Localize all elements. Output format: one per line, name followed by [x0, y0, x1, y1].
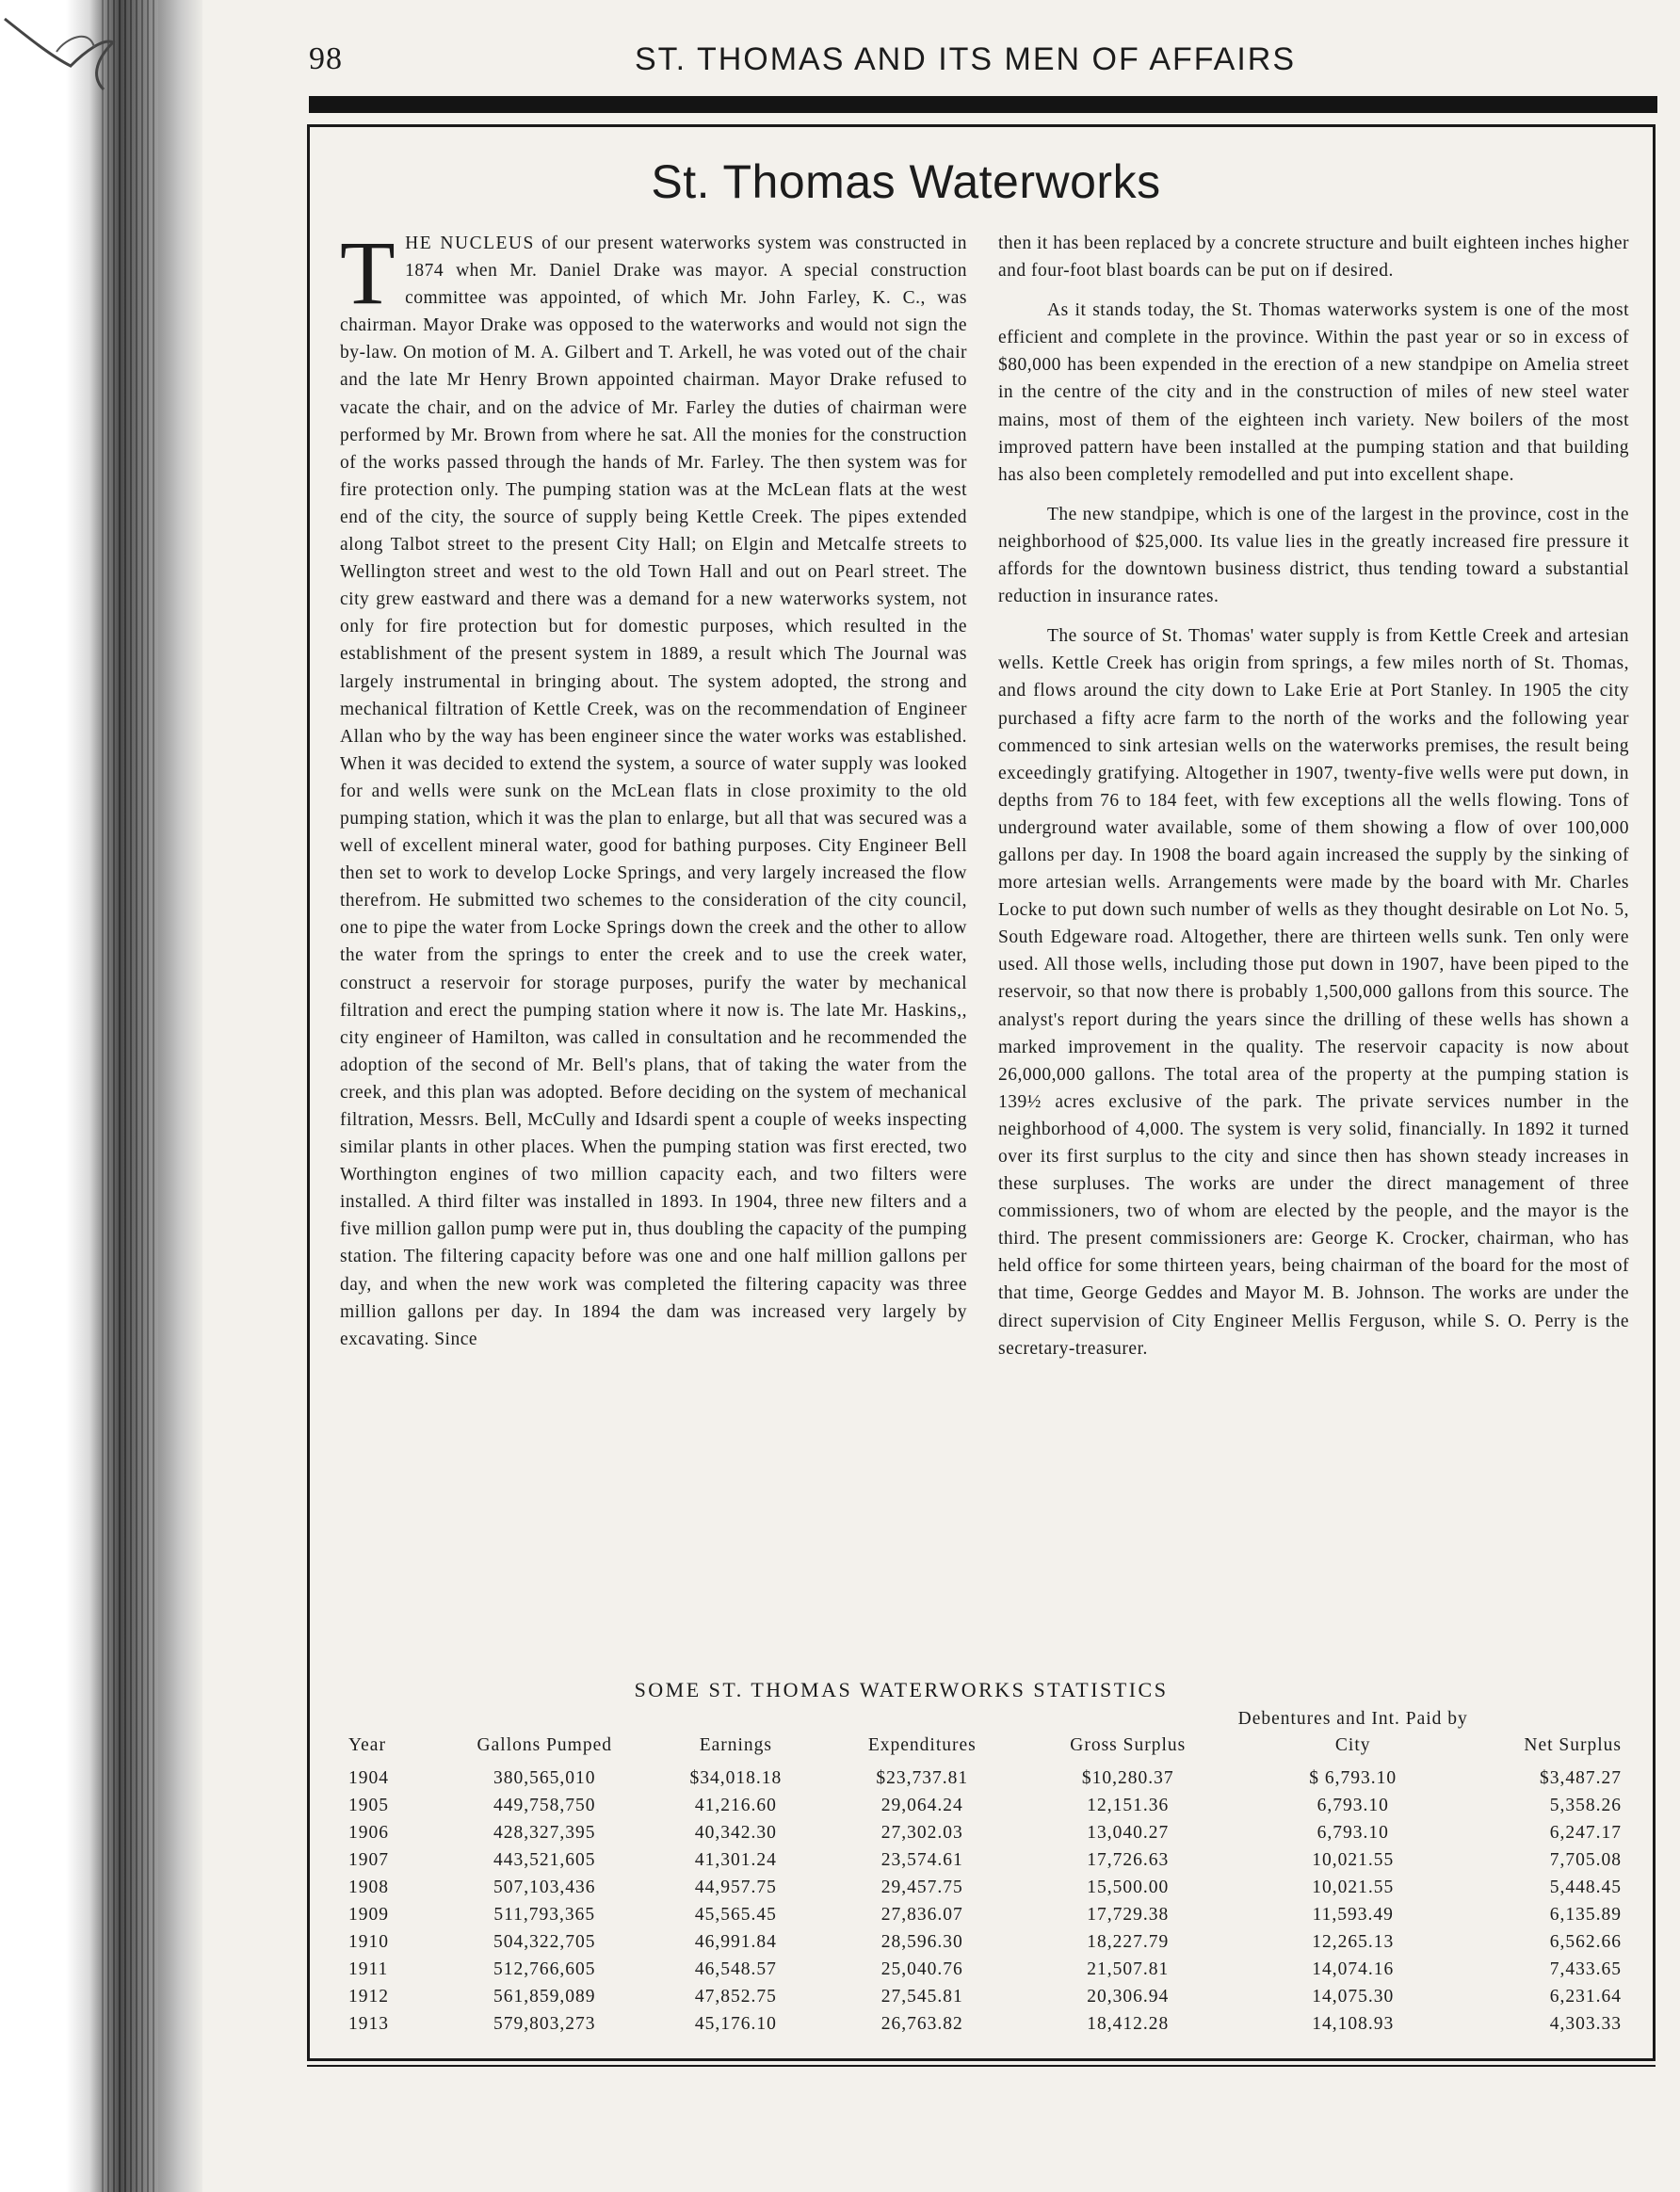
year-cell: 1908	[348, 1878, 389, 1897]
expenditures-cell: 28,596.30	[880, 1932, 963, 1952]
year-cell: 1910	[348, 1932, 389, 1952]
gallons-cell: 449,758,750	[493, 1796, 596, 1815]
debentures-cell: 10,021.55	[1312, 1878, 1395, 1897]
earnings-cell: $34,018.18	[689, 1768, 783, 1788]
expenditures-cell: 27,545.81	[880, 1987, 963, 2007]
table-body	[345, 1765, 1625, 2038]
gallons-cell: 428,327,395	[493, 1823, 596, 1843]
earnings-cell: 44,957.75	[694, 1878, 777, 1897]
column-header: Year	[348, 1735, 386, 1755]
table-header-row	[345, 1706, 1625, 1765]
net-surplus-cell: 5,358.26	[1549, 1796, 1622, 1815]
earnings-cell: 46,991.84	[694, 1932, 777, 1952]
drop-cap: T	[340, 222, 396, 323]
paragraph-text: of our present waterworks system was constructed in 1874 when Mr. Daniel Drake was mayor. A special construction committee was appointed, of which Mr. John Farley, K. C., was chairman. Mayor Drake was opposed to the waterworks and would not sign the by-law. On motion of M. A. Gilbert and T. Arkell, he was voted out of the chair and the late Mr Henry Brown appointed chairman. Mayor Drake refused to vacate the chair, and on the advice of Mr. Farley the duties of chairman were performed by Mr. Brown from where he sat. All the monies for the construction of the works passed through the hands of Mr. Farley. The then system was for fire protection only. The pumping station was at the McLean flats at the west end of the city, the source of supply being Kettle Creek. The pipes extended along Talbot street to the present City Hall; on Elgin and Metcalfe streets to Wellington street and west to the old Town Hall and out on Pearl street. The city grew eastward and there was a demand for a new waterworks system, not only for fire protection but for domestic purposes, which resulted in the establishment of the present system in 1889, a result which The Journal was largely instrumental in bringing about. The system adopted, the strong and mechanical filtration of Kettle Creek, was on the recommendation of Engineer Allan who by the way has been engineer since the water works was established. When it was decided to extend the system, a source of water supply was looked for and wells were sunk on the McLean flats in close proximity to the old pumping station, which it was the plan to enlarge, but all that was secured was a well of excellent mineral water, good for bathing purposes. City Engineer Bell then set to work to develop Locke Springs, and very largely increased the flow therefrom. He submitted two schemes to the consideration of the city council, one to pipe the water from Locke Springs down the creek and the other to allow the water from the springs to enter the creek and to use the creek water, construct a reservoir for storage purposes, purify the water by mechanical filtration and erect the pumping station where it now is. The late Mr. Haskins,, city engineer of Hamilton, was called in consultation and he recommended the adoption of the second of Mr. Bell's plans, that of taking the water from the creek, and this plan was adopted. Before deciding on the system of mechanical filtration, Messrs. Bell, McCully and Idsardi spent a couple of weeks inspecting similar plants in other places. When the pumping station was first erected, two Worthington engines of two million capacity each, and two filters were installed. A third filter was installed in 1893. In 1904, three new filters and a five million gallon pump were put in, thus doubling the capacity of the pumping station. The filtering capacity before was one and one half million gallons per day, and when the new work was completed the filtering capacity was three million gallons per day. In 1894 the dam was increased very largely by excavating. Since	[340, 234, 968, 1349]
debentures-cell: 14,108.93	[1312, 2014, 1395, 2034]
earnings-cell: 41,216.60	[694, 1796, 777, 1815]
right-column	[998, 230, 1629, 1375]
debentures-cell: 12,265.13	[1312, 1932, 1395, 1952]
table-row	[345, 1956, 1625, 1983]
statistics-table	[345, 1706, 1625, 2038]
net-surplus-cell: 6,562.66	[1549, 1932, 1622, 1952]
debentures-cell: 6,793.10	[1317, 1823, 1389, 1843]
paragraph: The source of St. Thomas' water supply is from Kettle Creek and artesian wells. Kettle Creek has origin from springs, a few miles north of St. Thomas, and flows around the city down to Lake Erie at Port Stanley. In 1905 the city purchased a fifty acre farm to the north of the works and the following year commenced to sink artesian wells on the waterworks premises, the result being exceedingly gratifying. Altogether in 1907, twenty-five wells were put down, in depths from 76 to 184 feet, with few exceptions all the wells flowing. Tons of underground water available, some of them showing a flow of over 100,000 gallons per day. In 1908 the board again increased the supply by the sinking of more artesian wells. Arrangements were made by the board with Mr. Charles Locke to put down such number of wells as they thought desirable on Lot No. 5, South Edgeware road. Altogether, there are thirteen wells sunk. Ten only were used. All those wells, including those put down in 1907, have been piped to the reservoir, so that now there is probably 1,500,000 gallons from this source. The analyst's report during the years since the drilling of these wells has shown a marked improvement in the quality. The reservoir capacity is now about 26,000,000 gallons. The total area of the property at the pumping station is 139½ acres exclusive of the park. The private services number in the neighborhood of 4,000. The system is very solid, financially. In 1892 it turned over its first surplus to the city and since then has shown steady increases in these surpluses. The works are under the direct management of three commissioners, two of whom are elected by the people, and the mayor is the third. The present commissioners are: George K. Crocker, chairman, who has held office for some thirteen years, being chairman of the board for the most of that time, George Geddes and Mayor M. B. Johnson. The works are under the direct supervision of City Engineer Mellis Ferguson, while S. O. Perry is the secretary-treasurer.	[998, 626, 1629, 1359]
column-header: Net Surplus	[1524, 1735, 1622, 1755]
debentures-cell: 14,074.16	[1312, 1959, 1395, 1979]
net-surplus-cell: 5,448.45	[1549, 1878, 1622, 1897]
running-head	[309, 41, 1326, 89]
debentures-cell: 11,593.49	[1312, 1905, 1394, 1925]
net-surplus-cell: 6,247.17	[1549, 1823, 1622, 1843]
earnings-cell: 46,548.57	[694, 1959, 777, 1979]
expenditures-cell: $23,737.81	[876, 1768, 969, 1788]
statistics-title: SOME ST. THOMAS WATERWORKS STATISTICS	[634, 1678, 1169, 1701]
earnings-cell: 45,565.45	[694, 1905, 777, 1925]
paragraph: As it stands today, the St. Thomas waterworks system is one of the most efficient and complete in the province. Within the past year or so in excess of $80,000 has been expended in the erection of a new standpipe on Amelia street in the centre of the city and in the construction of miles of new steel water mains, most of them of the eighteen inch variety. New boilers of the most improved pattern have been installed at the pumping station and that building has also been completely remodelled and put into excellent shape.	[998, 300, 1629, 485]
year-cell: 1909	[348, 1905, 389, 1925]
table-row	[345, 1765, 1625, 1792]
gallons-cell: 380,565,010	[493, 1768, 596, 1788]
table-row	[345, 1901, 1625, 1928]
year-cell: 1905	[348, 1796, 389, 1815]
column-header: Expenditures	[867, 1735, 977, 1755]
gross-surplus-cell: 17,729.38	[1087, 1905, 1170, 1925]
net-surplus-cell: 7,433.65	[1549, 1959, 1622, 1979]
gallons-cell: 511,793,365	[493, 1905, 596, 1925]
expenditures-cell: 25,040.76	[880, 1959, 963, 1979]
gallons-cell: 561,859,089	[493, 1987, 596, 2007]
table-row	[345, 1983, 1625, 2010]
net-surplus-cell: 7,705.08	[1549, 1850, 1622, 1870]
earnings-cell: 41,301.24	[694, 1850, 777, 1870]
gross-surplus-cell: 12,151.36	[1087, 1796, 1170, 1815]
table-row	[345, 1928, 1625, 1956]
gross-surplus-cell: 18,227.79	[1087, 1932, 1170, 1952]
table-row	[345, 1819, 1625, 1846]
gallons-cell: 507,103,436	[493, 1878, 596, 1897]
gross-surplus-cell: 18,412.28	[1087, 2014, 1170, 2034]
gallons-cell: 512,766,605	[493, 1959, 596, 1979]
article-title: St. Thomas Waterworks	[651, 155, 1161, 208]
paragraph: The new standpipe, which is one of the largest in the province, cost in the neighborhood of $25,000. Its value lies in the greatly increased fire pressure it affords for the downtown business district, thus tending toward a substantial reduction in insurance rates.	[998, 504, 1629, 607]
gallons-cell: 443,521,605	[493, 1850, 596, 1870]
header-rule	[309, 96, 1657, 113]
book-binding-edge	[0, 0, 202, 2192]
year-cell: 1906	[348, 1823, 389, 1843]
column-header: Gallons Pumped	[477, 1735, 613, 1755]
table-row	[345, 1792, 1625, 1819]
expenditures-cell: 23,574.61	[880, 1850, 963, 1870]
gross-surplus-cell: 17,726.63	[1087, 1850, 1170, 1870]
year-cell: 1911	[348, 1959, 389, 1979]
gross-surplus-cell: 15,500.00	[1087, 1878, 1170, 1897]
year-cell: 1913	[348, 2014, 389, 2034]
debentures-cell: 14,075.30	[1312, 1987, 1395, 2007]
gallons-cell: 579,803,273	[493, 2014, 596, 2034]
first-paragraph	[340, 222, 968, 1353]
debentures-cell: 10,021.55	[1312, 1850, 1395, 1870]
year-cell: 1912	[348, 1987, 389, 2007]
footer-rule-thin	[307, 2065, 1656, 2067]
earnings-cell: 47,852.75	[694, 1987, 777, 2007]
gross-surplus-cell: 13,040.27	[1087, 1823, 1170, 1843]
year-cell: 1907	[348, 1850, 389, 1870]
earnings-cell: 45,176.10	[694, 2014, 777, 2034]
left-column	[340, 222, 968, 1365]
table-row	[345, 1846, 1625, 1874]
net-surplus-cell: 6,135.89	[1549, 1905, 1622, 1925]
net-surplus-cell: 6,231.64	[1549, 1987, 1622, 2007]
earnings-cell: 40,342.30	[694, 1823, 777, 1843]
page-number: 98	[309, 41, 343, 76]
column-header: Gross Surplus	[1070, 1735, 1187, 1755]
binding-stripes	[102, 0, 158, 2192]
expenditures-cell: 29,064.24	[880, 1796, 963, 1815]
expenditures-cell: 27,302.03	[880, 1823, 963, 1843]
gross-surplus-cell: 21,507.81	[1087, 1959, 1170, 1979]
column-header: Earnings	[699, 1735, 773, 1755]
gallons-cell: 504,322,705	[493, 1932, 596, 1952]
expenditures-cell: 27,836.07	[880, 1905, 963, 1925]
paragraph: then it has been replaced by a concrete structure and built eighteen inches higher and four-foot blast boards can be put on if desired.	[998, 234, 1629, 282]
gross-surplus-cell: 20,306.94	[1087, 1987, 1170, 2007]
running-head-title: ST. THOMAS AND ITS MEN OF AFFAIRS	[635, 41, 1297, 77]
expenditures-cell: 29,457.75	[880, 1878, 963, 1897]
debentures-cell: 6,793.10	[1317, 1796, 1389, 1815]
footer-rule	[307, 2058, 1656, 2061]
gross-surplus-cell: $10,280.37	[1081, 1768, 1174, 1788]
table-row	[345, 2010, 1625, 2038]
expenditures-cell: 26,763.82	[880, 2014, 963, 2034]
net-surplus-cell: $3,487.27	[1540, 1768, 1622, 1788]
column-header: Debentures and Int. Paid by City	[1237, 1709, 1468, 1755]
lead-words: HE NUCLEUS	[405, 234, 535, 253]
debentures-cell: $ 6,793.10	[1309, 1768, 1397, 1788]
year-cell: 1904	[348, 1768, 389, 1788]
net-surplus-cell: 4,303.33	[1549, 2014, 1622, 2034]
corner-doodle-mark	[0, 0, 141, 104]
table-row	[345, 1874, 1625, 1901]
